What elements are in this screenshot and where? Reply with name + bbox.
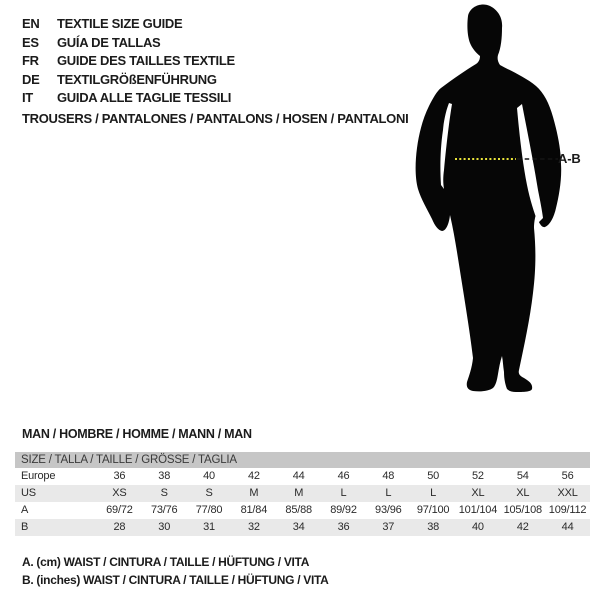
row-label: US <box>21 487 36 499</box>
table-cell: 32 <box>247 521 260 533</box>
table-cell: 38 <box>158 470 171 482</box>
table-cell: S <box>205 487 213 499</box>
table-cell: XL <box>471 487 485 499</box>
language-row <box>22 89 235 108</box>
language-label: TEXTILE SIZE GUIDE <box>57 16 183 31</box>
language-code: ES <box>22 34 39 50</box>
language-label: TEXTILGRÖßENFÜHRUNG <box>57 71 217 87</box>
row-label: A <box>21 504 29 516</box>
footnote-cm: A. (cm) WAIST / CINTURA / TAILLE / HÜFTUNG / VITA <box>22 555 310 569</box>
language-label: GUÍA DE TALLAS <box>57 34 161 50</box>
table-cell: L <box>340 487 347 499</box>
table-cell: 42 <box>247 470 260 482</box>
language-row <box>22 52 235 71</box>
table-row <box>15 502 590 519</box>
table-cell: 89/92 <box>330 504 357 516</box>
size-table-header: SIZE / TALLA / TAILLE / GRÖSSE / TAGLIA <box>15 452 590 468</box>
table-cell: XS <box>112 487 127 499</box>
table-cell: 97/100 <box>416 504 450 516</box>
table-cell: 36 <box>113 470 126 482</box>
table-cell: 69/72 <box>106 504 133 516</box>
table-cell: M <box>294 487 304 499</box>
table-cell: XXL <box>557 487 578 499</box>
table-cell: 34 <box>292 521 305 533</box>
table-cell: XL <box>516 487 530 499</box>
size-table-body <box>15 468 590 536</box>
table-cell: 44 <box>292 470 305 482</box>
row-label: B <box>21 521 29 533</box>
man-silhouette-icon <box>410 0 600 400</box>
footnotes-block <box>22 554 329 589</box>
table-cell: 93/96 <box>375 504 402 516</box>
language-label: GUIDA ALLE TAGLIE TESSILI <box>57 90 232 105</box>
table-cell: 73/76 <box>150 504 178 516</box>
table-cell: 56 <box>561 470 574 482</box>
table-row <box>15 485 590 502</box>
language-title-block <box>22 15 235 108</box>
table-cell: 109/112 <box>548 504 587 516</box>
language-code: FR <box>22 53 39 68</box>
footnote-inches: B. (inches) WAIST / CINTURA / TAILLE / HÜFTUNG / VITA <box>22 572 329 587</box>
category-line: TROUSERS / PANTALONES / PANTALONS / HOSEN / PANTALONI <box>22 111 409 126</box>
language-code: DE <box>22 71 40 87</box>
table-cell: 30 <box>158 521 171 533</box>
table-cell: 52 <box>472 470 484 482</box>
table-cell: 40 <box>472 521 484 533</box>
table-cell: 36 <box>337 521 350 533</box>
row-label: Europe <box>21 470 56 482</box>
table-cell: 50 <box>427 470 440 482</box>
table-cell: 48 <box>382 470 395 482</box>
table-cell: L <box>430 487 437 499</box>
table-cell: M <box>249 487 259 499</box>
size-table <box>15 452 590 536</box>
language-code: EN <box>22 16 40 31</box>
table-cell: 42 <box>516 521 529 533</box>
language-code: IT <box>22 90 33 105</box>
table-cell: L <box>385 487 392 499</box>
table-cell: 54 <box>516 470 529 482</box>
table-cell: 105/108 <box>503 504 542 516</box>
table-cell: 101/104 <box>458 504 498 516</box>
table-cell: 38 <box>427 521 440 533</box>
man-silhouette-figure <box>410 0 600 400</box>
table-cell: 44 <box>561 521 574 533</box>
language-row <box>22 15 235 34</box>
table-cell: 40 <box>203 470 215 482</box>
language-row <box>22 34 235 53</box>
waist-measure-label: A-B <box>558 151 581 166</box>
gender-line: MAN / HOMBRE / HOMME / MANN / MAN <box>22 427 252 441</box>
table-row <box>15 519 590 536</box>
language-label: GUIDE DES TAILLES TEXTILE <box>57 53 235 68</box>
table-cell: S <box>160 487 168 499</box>
table-cell: 46 <box>337 470 350 482</box>
table-cell: 28 <box>113 521 126 533</box>
table-cell: 31 <box>203 521 215 533</box>
language-row <box>22 71 235 90</box>
table-row <box>15 468 590 485</box>
table-cell: 81/84 <box>240 504 268 516</box>
table-cell: 37 <box>382 521 395 533</box>
table-cell: 85/88 <box>285 504 312 516</box>
table-cell: 77/80 <box>195 504 223 516</box>
